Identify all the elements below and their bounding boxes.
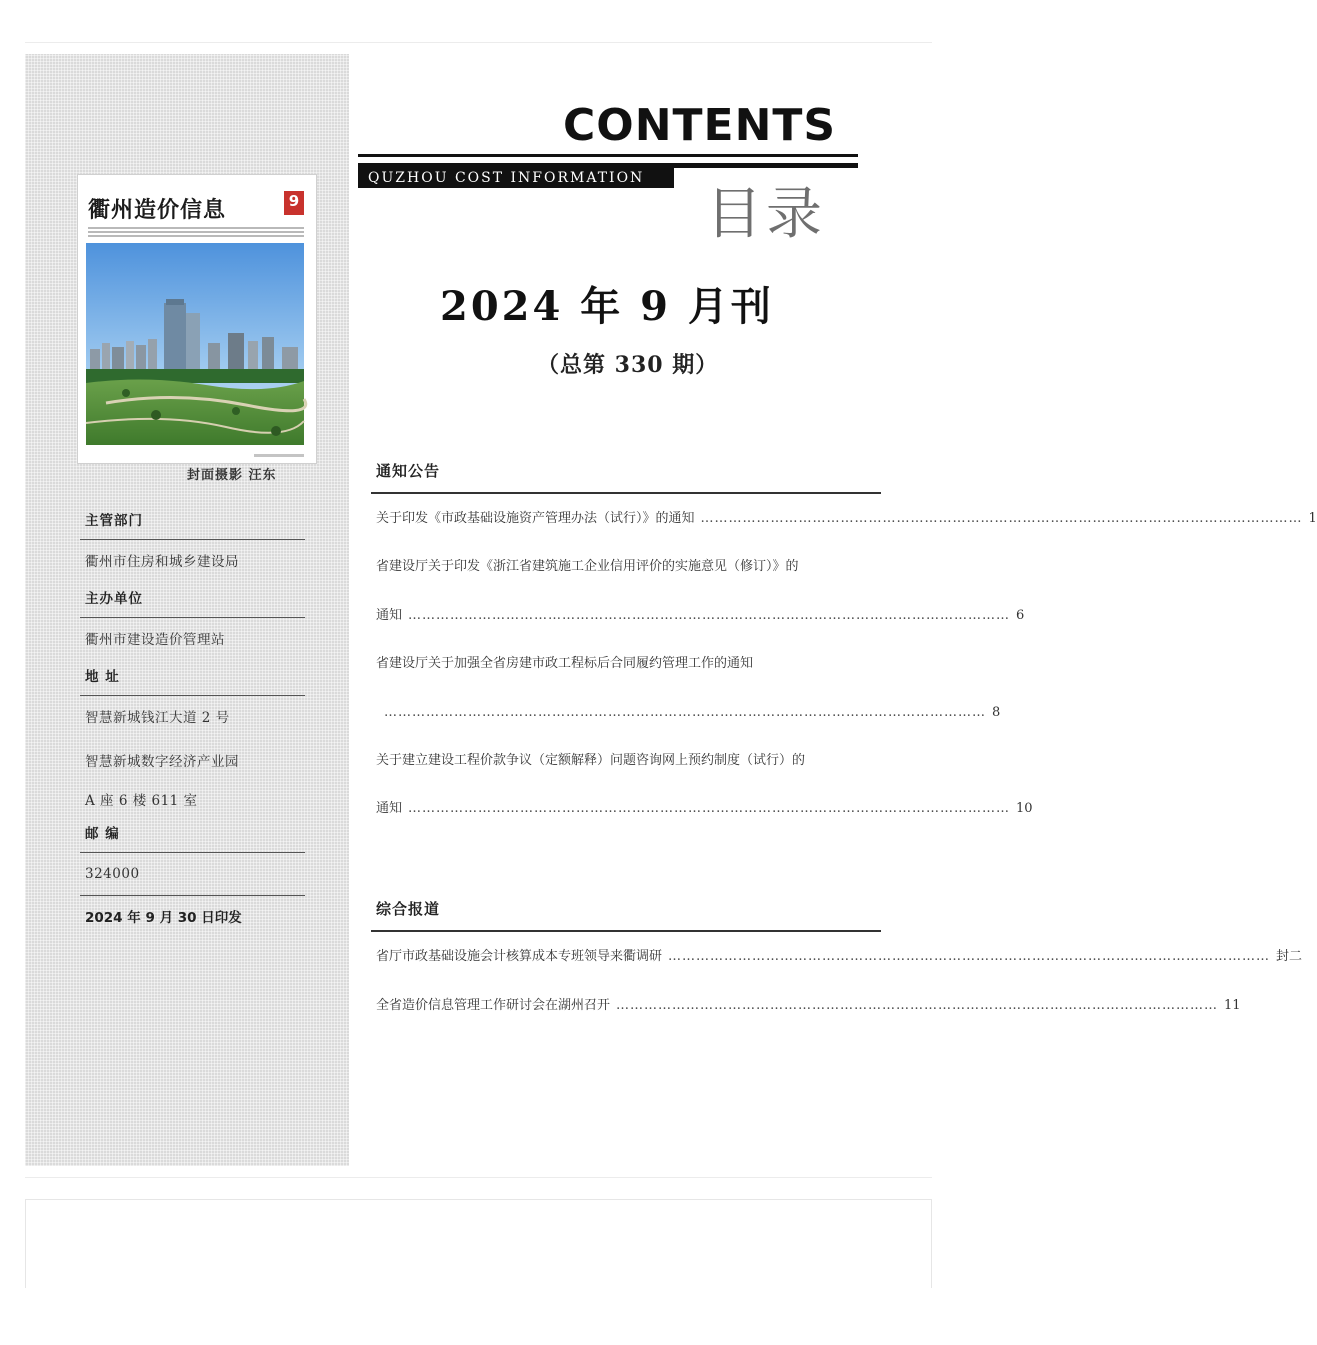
toc-entry-title: 省建设厅关于加强全省房建市政工程标后合同履约管理工作的通知 bbox=[376, 656, 754, 671]
toc-page-number: 8 bbox=[992, 705, 1001, 720]
toc-page-number: 11 bbox=[1224, 998, 1241, 1013]
cover-photo-credit: 封面摄影 汪东 bbox=[187, 468, 277, 483]
toc-page-number: 封二 bbox=[1276, 949, 1303, 964]
print-date: 2024 年 9 月 30 日印发 bbox=[85, 910, 242, 926]
toc-entry-title: 关于建立建设工程价款争议（定额解释）问题咨询网上预约制度（试行）的 bbox=[376, 753, 806, 768]
toc-entry-title-cont: 通知 bbox=[376, 608, 403, 623]
address-line-3: A 座 6 楼 611 室 bbox=[85, 793, 198, 809]
supervisor-label: 主管部门 bbox=[80, 506, 305, 540]
toc-entry[interactable] bbox=[376, 798, 1033, 820]
toc-entry[interactable] bbox=[376, 946, 1303, 968]
toc-entry[interactable] bbox=[376, 995, 1241, 1017]
postcode-value: 324000 bbox=[80, 853, 305, 896]
magazine-cover-thumbnail bbox=[77, 174, 317, 464]
section-title-reports: 综合报道 bbox=[376, 900, 441, 918]
toc-entry-line[interactable] bbox=[376, 556, 884, 578]
toc-entry-title: 省建设厅关于印发《浙江省建筑施工企业信用评价的实施意见（修订）》的 bbox=[376, 559, 799, 574]
supervisor-value: 衢州市住房和城乡建设局 bbox=[85, 554, 239, 570]
bottom-border-line bbox=[25, 1177, 932, 1178]
toc-leader-dots: ………………………………………………………………………………………………………………… bbox=[700, 511, 1303, 526]
cover-fineprint bbox=[88, 227, 304, 237]
publication-info bbox=[80, 506, 305, 940]
cover-issue-badge: 9 bbox=[284, 191, 304, 215]
host-label: 主办单位 bbox=[80, 584, 305, 618]
toc-entry-title: 全省造价信息管理工作研讨会在湖州召开 bbox=[376, 998, 611, 1013]
next-page-frame bbox=[25, 1199, 932, 1288]
toc-page-number: 1 bbox=[1308, 511, 1317, 526]
toc-entry-line[interactable] bbox=[376, 653, 884, 675]
contents-heading: CONTENTS bbox=[563, 100, 837, 151]
toc-entry[interactable] bbox=[376, 702, 1001, 724]
section-rule bbox=[371, 930, 881, 932]
heading-rule-top bbox=[358, 154, 858, 157]
info-sidebar bbox=[25, 54, 349, 1166]
english-title-banner: QUZHOU COST INFORMATION bbox=[358, 168, 674, 188]
toc-entry-title-cont: 通知 bbox=[376, 801, 403, 816]
address-line-2: 智慧新城数字经济产业园 bbox=[85, 754, 239, 770]
toc-entry-title: 关于印发《市政基础设施资产管理办法（试行）》的通知 bbox=[376, 511, 695, 526]
section-rule bbox=[371, 492, 881, 494]
cover-title: 衢州造价信息 bbox=[88, 197, 227, 223]
top-border-line bbox=[25, 42, 932, 43]
toc-leader-dots: ………………………………………………………………………………………………………………… bbox=[384, 705, 986, 720]
toc-entry-line[interactable] bbox=[376, 750, 884, 772]
total-issue-number: （总第 330 期） bbox=[537, 352, 719, 378]
address-line-1: 智慧新城钱江大道 2 号 bbox=[85, 710, 230, 726]
toc-entry-title: 省厅市政基础设施会计核算成本专班领导来衢调研 bbox=[376, 949, 663, 964]
toc-page-number: 6 bbox=[1016, 608, 1025, 623]
section-title-notices: 通知公告 bbox=[376, 462, 441, 480]
cover-photo bbox=[86, 243, 304, 445]
address-label: 地 址 bbox=[80, 662, 305, 696]
toc-leader-dots: ………………………………………………………………………………………………………………… bbox=[408, 801, 1011, 816]
toc-leader-dots: ………………………………………………………………………………………………………………… bbox=[668, 949, 1271, 964]
cover-footer-mark bbox=[254, 454, 304, 457]
host-value: 衢州市建设造价管理站 bbox=[85, 632, 225, 648]
toc-entry[interactable] bbox=[376, 605, 1025, 627]
toc-leader-dots: ………………………………………………………………………………………………………………… bbox=[408, 608, 1011, 623]
toc-leader-dots: ………………………………………………………………………………………………………………… bbox=[616, 998, 1219, 1013]
toc-page-number: 10 bbox=[1016, 801, 1033, 816]
issue-date: 2024 年 9 月刊 bbox=[440, 283, 774, 330]
toc-entry[interactable] bbox=[376, 508, 1317, 530]
postcode-label: 邮 编 bbox=[80, 819, 305, 853]
mulu-heading: 目录 bbox=[706, 182, 826, 247]
